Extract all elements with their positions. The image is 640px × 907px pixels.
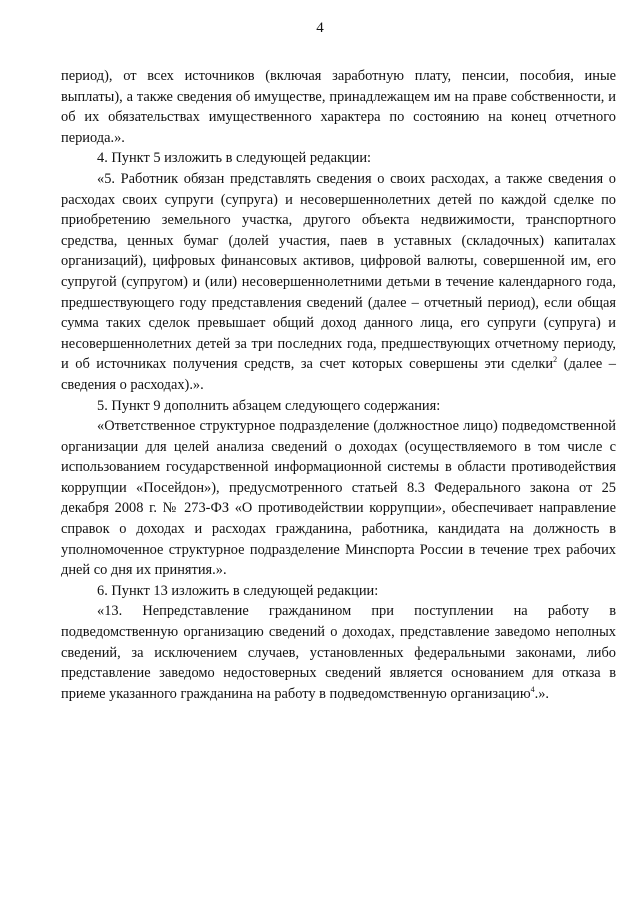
paragraph-continuation: период), от всех источников (включая заработную плату, пенсии, пособия, иные выплаты), а также сведения об имуществе, принадлежащем им на праве собственности, и об их обязательствах имущественного характера по состоянию на конец отчетного периода.». <box>61 68 616 146</box>
footnote-marker: 2 <box>553 355 558 365</box>
paragraph-clause-5: «5. Работник обязан представлять сведения о своих расходах, а также сведения о расходах своих супруги (супруга) и несовершеннолетних детей по каждой сделке по приобретению земельного участка, другого объекта недвижимости, транспортного средства, ценных бумаг (долей участия, паев в уставных (складочных) капиталах организаций), цифровых финансовых активов, цифровой валюты, совершенной им, его супругой (супругом) и (или) несовершеннолетними детьми в течение календарного года, предшествующего году представления сведений (далее – отчетный период), если общая сумма таких сделок превышает общий доход данного лица, его супруги (супруга) и несовершеннолетних детей за три последних года, предшествующих отчетному периоду, и об источниках получения средств, за счет которых совершены эти сделки$^2$ (далее – сведения о расходах).». <box>61 170 616 393</box>
paragraph-clause-9: «Ответственное структурное подразделение (должностное лицо) подведомственной организации для целей анализа сведений о доходах (осуществляемого в том числе с использованием государственной информационной системы в области противодействия коррупции «Посейдон»), предусмотренного статьей 8.3 Федерального закона от 25 декабря 2008 г. № 273-ФЗ «О противодействии коррупции», обеспечивает направление справок о доходах и расходах гражданина, работника, кандидата на должность в уполномоченное структурное подразделение Минспорта России в течение трех рабочих дней со дня их принятия.». <box>61 418 616 579</box>
paragraph-item-6: 6. Пункт 13 изложить в следующей редакции: <box>97 582 379 599</box>
paragraph-clause-13: «13. Непредставление гражданином при поступлении на работу в подведомственную организацию сведений о доходах, представление заведомо неполных сведений, за исключением случаев, установленных федеральными законами, либо представление заведомо недостоверных сведений является основанием для отказа в приеме указанного гражданина на работу в подведомственную организацию$^4$.». <box>61 603 616 702</box>
footnote-marker: 4 <box>530 685 535 695</box>
document-body <box>61 66 616 704</box>
paragraph-item-5: 5. Пункт 9 дополнить абзацем следующего содержания: <box>97 397 441 414</box>
page-number: 4 <box>316 20 324 36</box>
paragraph-item-4: 4. Пункт 5 изложить в следующей редакции: <box>97 150 372 167</box>
